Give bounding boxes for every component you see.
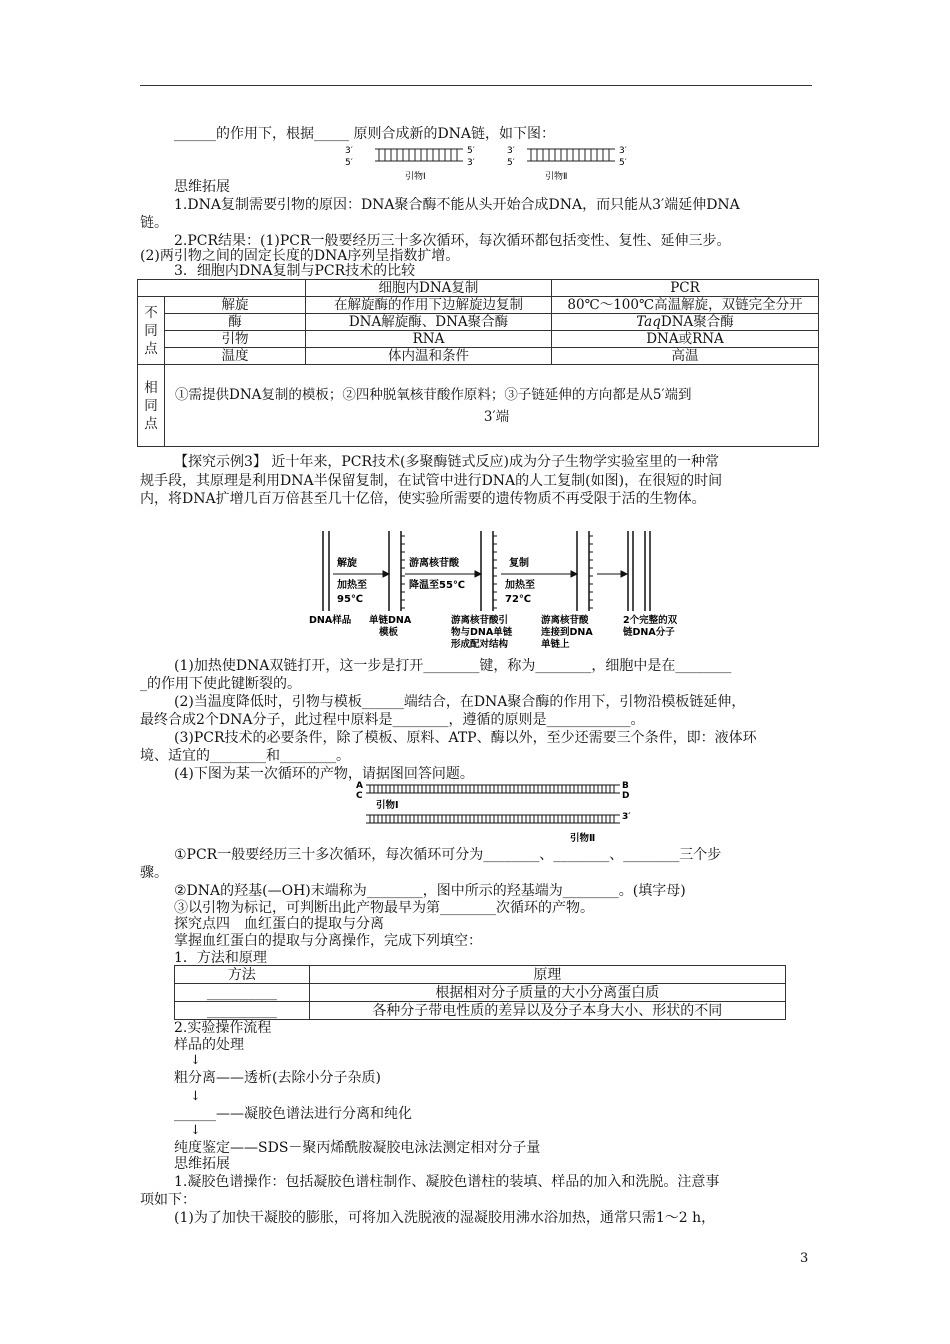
method-table [174,965,786,1020]
cycle-primer1: 引物Ⅰ [376,800,399,811]
method-blank-2: __________ [175,1002,310,1020]
flow-step-3: ______——凝胶色谱法进行分离和纯化 [174,1106,412,1122]
fig-step-replicate: 复制 [509,558,529,569]
label-A: A [356,781,363,791]
same-cell: ①需提供DNA复制的模板；②四种脱氧核苷酸作原料；③子链延伸的方向都是从5′端到 3′端 [165,365,819,447]
primer2-label: 引物Ⅱ [545,172,568,182]
comparison-table [137,279,819,447]
section4-h1: 1．方法和原理 [174,950,267,966]
example3-c: 内，将DNA扩增几百万倍甚至几十亿倍，使实验所需要的遗传物质不再受限于活的生物体。 [140,491,706,507]
method-blank-1: __________ [175,984,310,1002]
sub-1b: 骤。 [140,865,168,881]
principle-2: 各种分子带电性质的差异以及分子本身大小、形状的不同 [309,1002,785,1020]
question-3b: 境、适宜的________和________。 [140,748,350,764]
thinking1-p1b: 链。 [140,215,168,231]
sub-1a: ①PCR一般要经历三十多次循环，每次循环可分为________、________、________三个步 [174,847,722,863]
question-4: (4)下图为某一次循环的产物，请据图回答问题。 [174,766,474,782]
fig-cap-link-b: 连接到DNA [541,627,593,638]
fig-step-unwind: 解旋 [337,558,357,569]
sub-2: ②DNA的羟基(—OH)末端称为________，图中所示的羟基端为________。(填字母) [174,883,686,899]
primer1-label: 引物Ⅰ [405,172,426,182]
primer-diagram [345,143,645,185]
question-1b: _的作用下使此键断裂的。 [140,676,301,692]
row-cell: RNA [306,331,552,348]
thinking-heading-1: 思维拓展 [174,179,230,195]
label-C: C [356,791,363,801]
thinking-heading-2: 思维拓展 [174,1156,230,1172]
page-number: 3 [800,1251,809,1266]
fig-cool: 降温至55℃ [409,580,466,591]
fig-cap-pair-b: 物与DNA单链 [451,627,513,638]
fig-cap-pair-a: 游离核苷酸引 [451,615,509,626]
flow-arrow-1: ↓ [190,1053,201,1068]
flow-arrow-3: ↓ [190,1123,201,1138]
row-pcr: 高温 [552,348,819,365]
row-cell: 体内温和条件 [306,348,552,365]
cycle-product-figure [352,775,642,849]
header-rule [140,85,812,86]
principle-header: 原理 [309,966,785,984]
fig-cap-template-b: 模板 [379,627,399,638]
row-pcr: 80℃～100℃高温解旋，双链完全分开 [552,297,819,314]
col-header-cell: 细胞内DNA复制 [306,280,552,297]
thinking1-p1a: 1.DNA复制需要引物的原因：DNA聚合酶不能从头开始合成DNA，而只能从3′端延伸DNA [174,197,740,213]
example3-b: 规手段，其原理是利用DNA半保留复制，在试管中进行DNA的人工复制(如图)，在很短的时间 [140,473,723,489]
thinking2-p1a: 1.凝胶色谱操作：包括凝胶色谱柱制作、凝胶色谱柱的装填、样品的加入和洗脱。注意事 [174,1174,720,1190]
row-label: 引物 [165,331,306,348]
flow-heading: 2.实验操作流程 [174,1020,272,1036]
row-label: 解旋 [165,297,306,314]
label-5prime-r: 5′ [467,146,475,156]
cycle-primer2: 引物Ⅱ [570,833,596,844]
pcr-process-figure [305,526,705,656]
label-3prime-c: 3′ [619,146,627,156]
fig-cap-template-a: 单链DNA [369,615,412,626]
group-same: 相同点 [138,365,165,447]
thinking1-p2b: (2)两引物之间的固定长度的DNA序列呈指数扩增。 [140,248,460,264]
flow-step-2: 粗分离——透析(去除小分子杂质) [174,1070,381,1086]
label-B: B [622,781,629,791]
label-5prime: 5′ [345,158,353,168]
question-2b: 最终合成2个DNA分子，此过程中原料是________，遵循的原则是____________。 [140,712,645,728]
row-cell: DNA解旋酶、DNA聚合酶 [306,314,552,331]
row-cell: 在解旋酶的作用下边解旋边复制 [306,297,552,314]
label-3prime: 3′ [345,146,353,156]
principle-1: 根据相对分子质量的大小分离蛋白质 [309,984,785,1002]
label-5prime-c: 5′ [619,158,627,168]
flow-arrow-2: ↓ [190,1089,201,1104]
row-label: 温度 [165,348,306,365]
example3-a: 【探究示例3】 近十年来，PCR技术(多聚酶链式反应)成为分子生物学实验室里的一种常 [174,454,719,470]
sub-3: ③以引物为标记，可判断出此产物最早为第________次循环的产物。 [174,900,594,916]
thinking2-p2: (1)为了加快干凝胶的膨胀，可将加入洗脱液的湿凝胶用沸水浴加热，通常只需1～2 h， [174,1210,716,1226]
fig-heat1b: 95℃ [337,594,364,605]
col-header-pcr: PCR [552,280,819,297]
method-header: 方法 [175,966,310,984]
row-pcr: TaqDNA聚合酶 [552,314,819,331]
intro-line: ______的作用下，根据_____ 原则合成新的DNA链，如下图： [174,126,556,142]
flow-step-1: 样品的处理 [174,1037,244,1053]
fig-cap-result-b: 链DNA分子 [623,627,675,638]
label-5prime-b: 5′ [507,158,515,168]
thinking2-p1b: 项如下： [140,1192,196,1208]
label-D: D [622,791,630,801]
taq-italic: Taq [636,314,661,330]
section4-title: 探究点四 血红蛋白的提取与分离 [174,916,384,932]
fig-cap-pair-c: 形成配对结构 [451,639,509,650]
fig-cap-link-a: 游离核苷酸 [541,615,589,626]
row-pcr: DNA或RNA [552,331,819,348]
question-3a: (3)PCR技术的必要条件，除了模板、原料、ATP、酶以外，至少还需要三个条件，即：液体环 [174,730,757,746]
fig-cap-result-a: 2个完整的双 [623,615,678,626]
fig-cap-link-c: 单链上 [541,639,570,650]
thinking1-p3: 3．细胞内DNA复制与PCR技术的比较 [174,263,416,279]
fig-step-nucleotide: 游离核苷酸 [409,558,459,569]
group-different: 不同点 [138,297,165,365]
flow-step-4: 纯度鉴定——SDS－聚丙烯酰胺凝胶电泳法测定相对分子量 [174,1140,541,1156]
question-1a: (1)加热使DNA双链打开，这一步是打开________键，称为________，细胞中是在________ [174,658,732,674]
row-label: 酶 [165,314,306,331]
fig-heat2b: 72℃ [505,594,532,605]
section4-intro: 掌握血红蛋白的提取与分离操作，完成下列填空： [174,933,482,949]
cycle-3prime: 3′ [622,812,631,822]
fig-heat1a: 加热至 [337,580,367,591]
label-3prime-b: 3′ [507,146,515,156]
label-3prime-r: 3′ [467,158,475,168]
thinking1-p2a: 2.PCR结果：(1)PCR一般要经历三十多次循环，每次循环都包括变性、复性、延伸三步。 [174,233,731,249]
fig-cap-sample: DNA样品 [309,615,352,626]
fig-heat2a: 加热至 [505,580,535,591]
question-2a: (2)当温度降低时，引物与模板______端结合，在DNA聚合酶的作用下，引物沿模板链延伸， [174,694,746,710]
